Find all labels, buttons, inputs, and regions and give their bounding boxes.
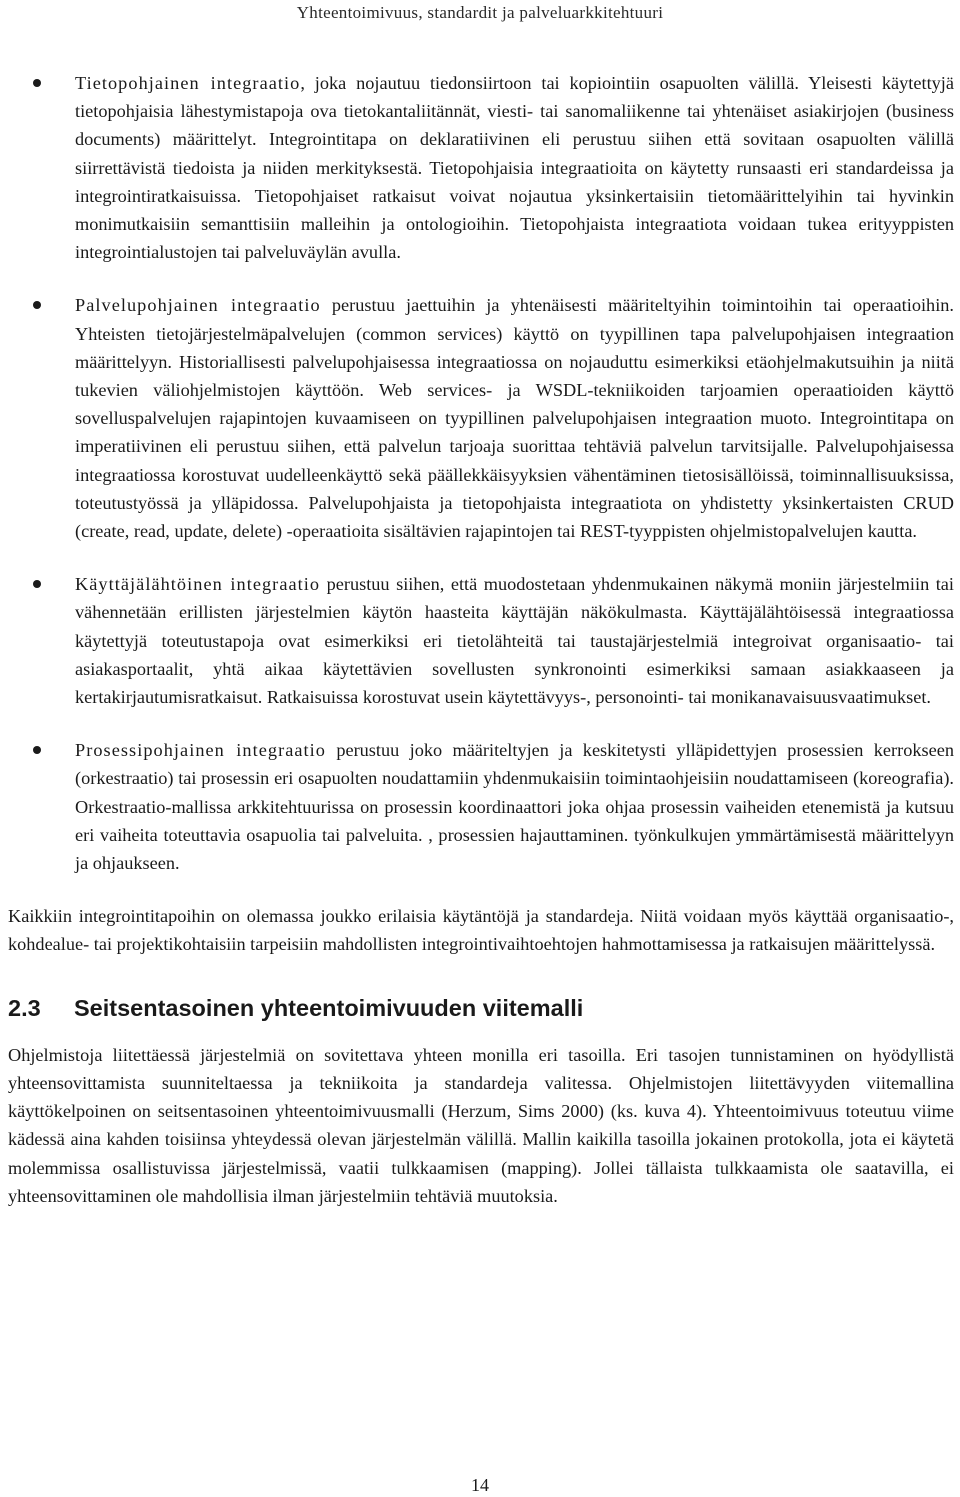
term-label: Prosessipohjainen integraatio <box>75 740 326 761</box>
item-text: perustuu joko määriteltyjen ja keskitetysti ylläpidettyjen prosessien kerrokseen (orkestraatio) tai prosessin eri osapuolten noudattamiin yhdenmukaisiin toimintaohjeisiin noudattamiseen (koreografia). Orkestraatio-mallissa arkkitehtuurissa on prosessin koordinaattori joka ohjaa prosessin vaiheiden etenemistä ja kutsuu eri vaiheita toteuttavia osapuolia tai palveluita. , prosessien hajauttaminen. työnkulkujen ymmärtämisestä määrittelyyn ja ohjaukseen. <box>75 740 954 874</box>
term-label: Tietopohjainen integraatio <box>75 73 301 93</box>
page-number: 14 <box>471 1475 489 1495</box>
document-body <box>8 69 954 1233</box>
term-label: Käyttäjälähtöinen integraatio <box>75 574 321 595</box>
bullet-icon <box>33 580 41 588</box>
list-item-prosessipohjainen <box>8 736 954 877</box>
integration-types-list <box>8 69 954 877</box>
list-item-tietopohjainen <box>8 69 954 266</box>
summary-paragraph: Kaikkiin integrointitapoihin on olemassa joukko erilaisia käytäntöjä ja standardeja. Niitä voidaan myös käyttää organisaatio-, kohdealue- tai projektikohtaisiin tarpeisiin mahdollisten integrointivaihtoehtojen hahmottamisessa ja ratkaisujen määrittelyssä. <box>8 906 954 955</box>
item-text: , joka nojautuu tiedonsiirtoon tai kopiointiin osapuolten välillä. Yleisesti käytettyjä tietopohjaisia lähestymistapoja ova tietokantaliitännät, viesti- tai sanomaliikenne tai yhtenäiset asiakirjojen (business documents) määrittelyt. Integrointitapa on deklaratiivinen eli perustuu siihen että sovitaan osapuolten välillä siirrettävistä tiedoista ja niiden merkityksestä. Tietopohjaisia integraatioita on käytetty runsaasti eri standardeissa ja integrointiratkaisuissa. Tietopohjaiset ratkaisut voivat nojautua yksinkertaisiin tietomäärittelyihin tai hyvinkin monimutkaisiin semanttisiin malleihin ja ontologioihin. Tietopohjaista integraatiota voidaan tukea erityyppisten integrointialustojen tai palveluväylän avulla. <box>75 73 954 263</box>
bullet-icon <box>33 746 41 754</box>
section-paragraph: Ohjelmistoja liitettäessä järjestelmiä on sovitettava yhteen monilla eri tasoilla. Eri tasojen tunnistaminen on hyödyllistä yhteensovittamista suunniteltaessa ja tekniikoita ja standardeja valitessa. Ohjelmistojen liitettävyyden viitemallina käyttökelpoinen on seitsentasoinen yhteentoimivuusmalli (Herzum, Sims 2000) (ks. kuva 4). Yhteentoimivuus toteutuu viime kädessä aina kahden toisiinsa yhteydessä olevan järjestelmän välillä. Mallin kaikilla tasoilla jokainen protokolla, jota ei käytetä molemmissa osallistuvissa järjestelmissä, vaatii tulkkaamisen (mapping). Jollei tällaista tulkkaamista ole saatavilla, ei yhteensovittaminen ole mahdollisia ilman järjestelmiin tehtäviä muutoksia. <box>8 1044 954 1206</box>
list-item-kayttajalahtoinen <box>8 570 954 711</box>
section-title: Seitsentasoinen yhteentoimivuuden viitemalli <box>74 994 584 1021</box>
section-heading <box>8 993 954 1023</box>
item-text: perustuu siihen, että muodostetaan yhdenmukainen näkymä moniin järjestelmiin tai vähennetään erillisten järjestelmien käytön haasteita käyttäjän näkökulmasta. Käyttäjälähtöisessä integraatiossa käytettyjä toteutustapoja ovat esimerkiksi eri tietolähteitä tai taustajärjestelmiä integroivat organisaatio- tai asiakasportaalit, yhtä aikaa käytettävien sovellusten synkronointi esimerkiksi samaan asiakkaaseen ja kertakirjautumisratkaisut. Ratkaisuissa korostuvat usein käytettävyys-, personointi- tai monikanavaisuusvaatimukset. <box>75 574 954 708</box>
bullet-icon <box>33 79 41 87</box>
term-label: Palvelupohjainen integraatio <box>75 295 321 316</box>
section-number: 2.3 <box>8 994 41 1021</box>
list-item-palvelupohjainen <box>8 291 954 545</box>
bullet-icon <box>33 301 41 309</box>
running-header: Yhteentoimivuus, standardit ja palveluarkkitehtuuri <box>296 3 664 22</box>
item-text: perustuu jaettuihin ja yhtenäisesti määriteltyihin toimintoihin tai operaatioihin. Yhteisten tietojärjestelmäpalvelujen (common services) käyttö on tyypillinen tapa palvelupohjaisen integraation määrittelyyn. Historiallisesti palvelupohjaisessa integraatiossa on nojauduttu esimerkiksi etäohjelmakutsuihin ja niitä tukevien väliohjelmistojen käyttöön. Web services- ja WSDL-tekniikoiden tarjoamien operaatioiden käyttö sovelluspalvelujen rajapintojen kuvaamiseen on tyypillinen palvelupohjaisen integraation muoto. Integrointitapa on imperatiivinen eli perustuu siihen, että palvelun tarjoaja suorittaa tehtäviä palvelun tarvitsijalle. Palvelupohjaisessa integraatiossa korostuvat uudelleenkäyttö sekä päällekkäisyyksien vähentäminen tietosisällöissä, toiminnallisuuksissa, toteutustyössä ja ylläpidossa. Palvelupohjaista ja tietopohjaista integraatiota on yhdistetty yksinkertaisten CRUD (create, read, update, delete) -operaatioita sisältävien rajapintojen tai REST-tyyppisten ohjelmistopalvelujen kautta. <box>75 295 954 542</box>
